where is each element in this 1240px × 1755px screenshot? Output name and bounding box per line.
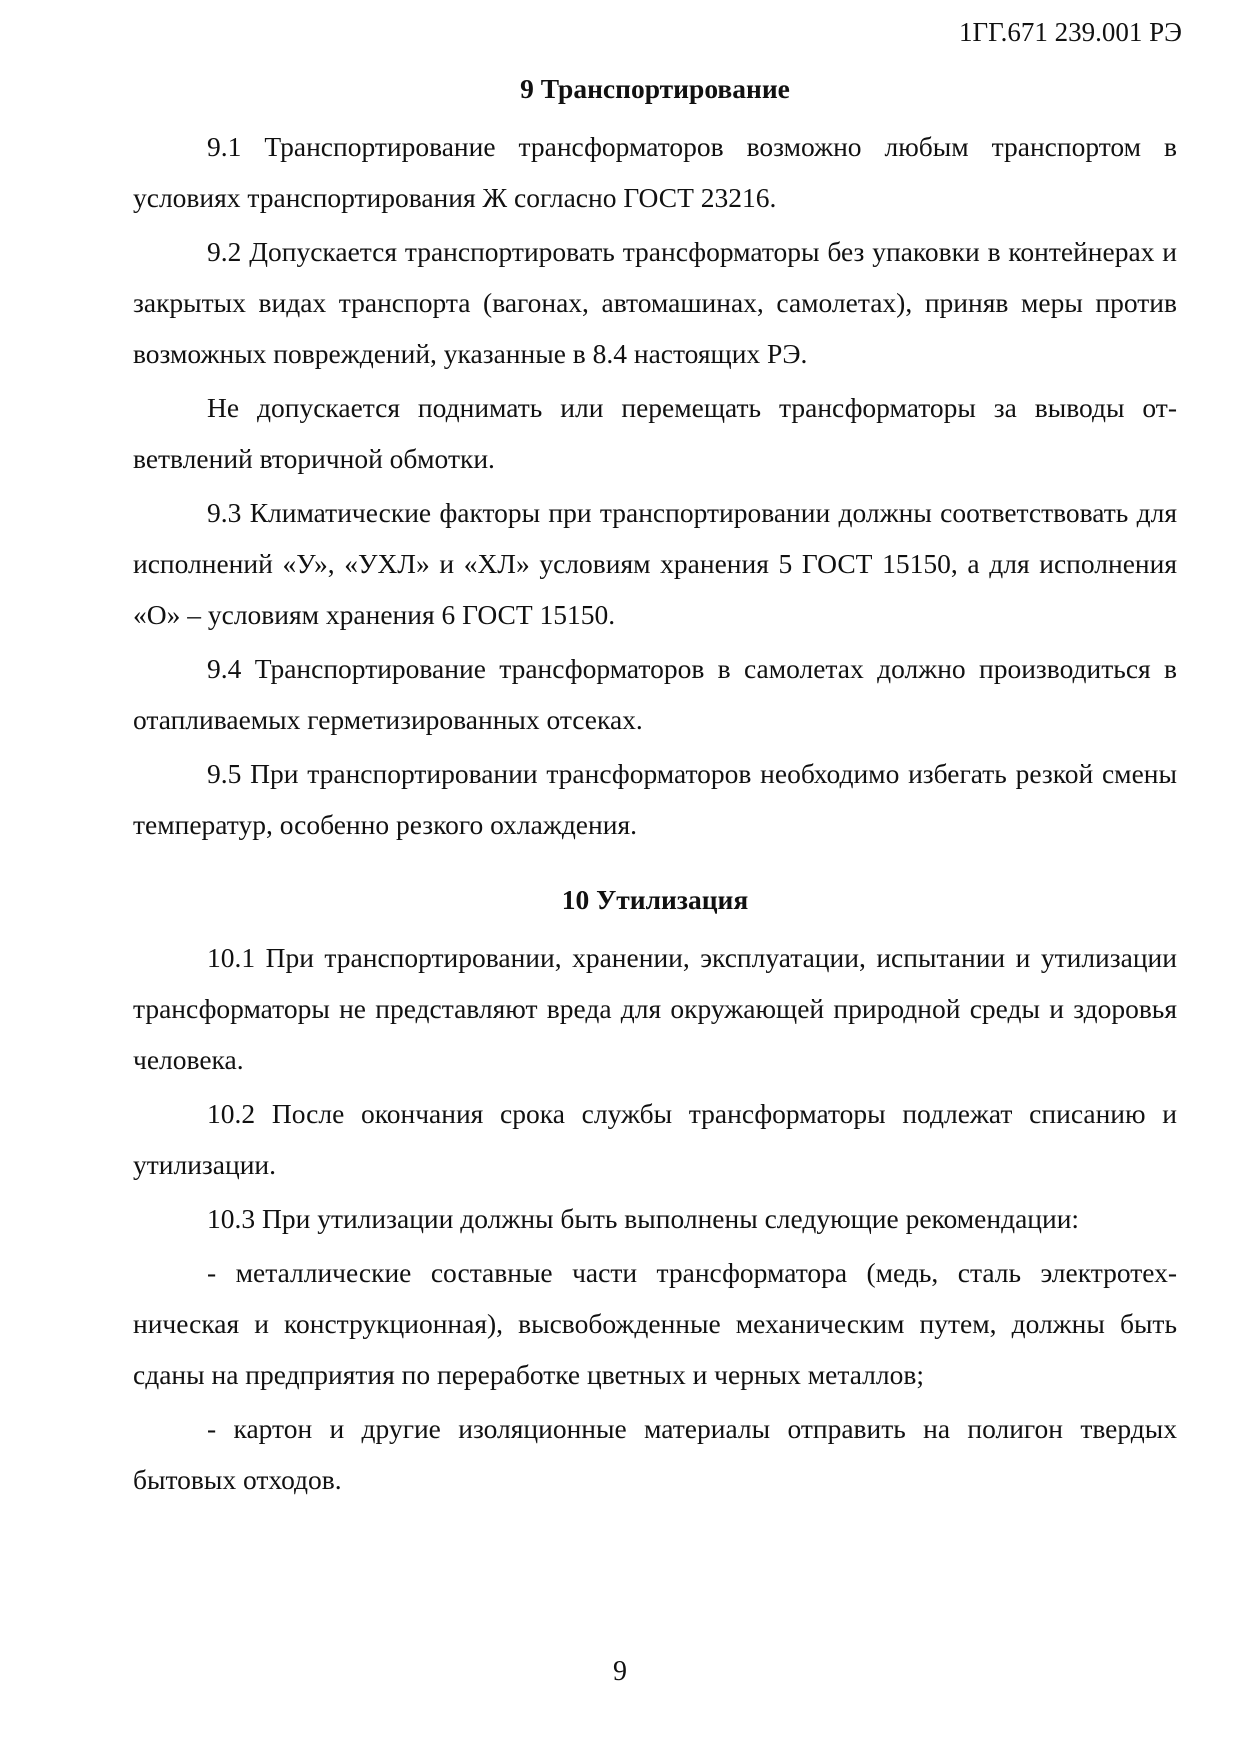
document-code: 1ГГ.671 239.001 РЭ xyxy=(958,17,1182,47)
paragraph: 10.2 После окончания срока службы трансформаторы подлежат списанию и утилизации. xyxy=(133,1098,1177,1180)
paragraph: 9.3 Климатические факторы при транспортировании должны соответствовать для исполнений «У», «УХЛ» и «ХЛ» условиям хранения 5 ГОСТ 15150, а для исполнения «О» – условиям хранения 6 ГОСТ 15150. xyxy=(133,497,1177,630)
paragraph: 10.3 При утилизации должны быть выполнены следующие рекомендации: xyxy=(207,1203,1080,1234)
paragraph: 9.5 При транспортировании трансформаторов необходимо избегать резкой смены температур, особенно резкого охлаждения. xyxy=(133,758,1177,840)
paragraph: 9.1 Транспортирование трансформаторов возможно любым транспортом в условиях транспортирования Ж согласно ГОСТ 23216. xyxy=(133,131,1177,213)
list-item: - картон и другие изоляционные материалы отправить на полигон твердых бытовых отходов. xyxy=(133,1413,1177,1495)
page-number: 9 xyxy=(613,1656,627,1687)
section-transportation xyxy=(133,69,1177,850)
section-disposal xyxy=(133,880,1177,1505)
list-item: - металлические составные части трансформатора (медь, сталь электротехническая и конструкционная), высвобожденные механическим путем, должны быть сданы на предприятия по переработке цветных и черных металлов; xyxy=(133,1257,1177,1390)
section-heading: 10 Утилизация xyxy=(561,884,749,915)
paragraph: 9.2 Допускается транспортировать трансформаторы без упаковки в контейнерах и закрытых видах транспорта (вагонах, автомашинах, самолетах), приняв меры против возможных повреждений, указанные в 8.4 настоящих РЭ. xyxy=(133,236,1177,369)
section-heading: 9 Транспортирование xyxy=(520,73,790,104)
paragraph: 10.1 При транспортировании, хранении, эксплуатации, испытании и утилизации трансформаторы не представляют вреда для окружающей природной среды и здоровья человека. xyxy=(133,942,1177,1075)
paragraph: Не допускается поднимать или перемещать трансформаторы за выводы ответвлений вторичной обмотки. xyxy=(133,392,1177,474)
paragraph: 9.4 Транспортирование трансформаторов в самолетах должно производиться в отапливаемых герметизированных отсеках. xyxy=(133,653,1177,735)
page-content xyxy=(133,69,1177,1508)
